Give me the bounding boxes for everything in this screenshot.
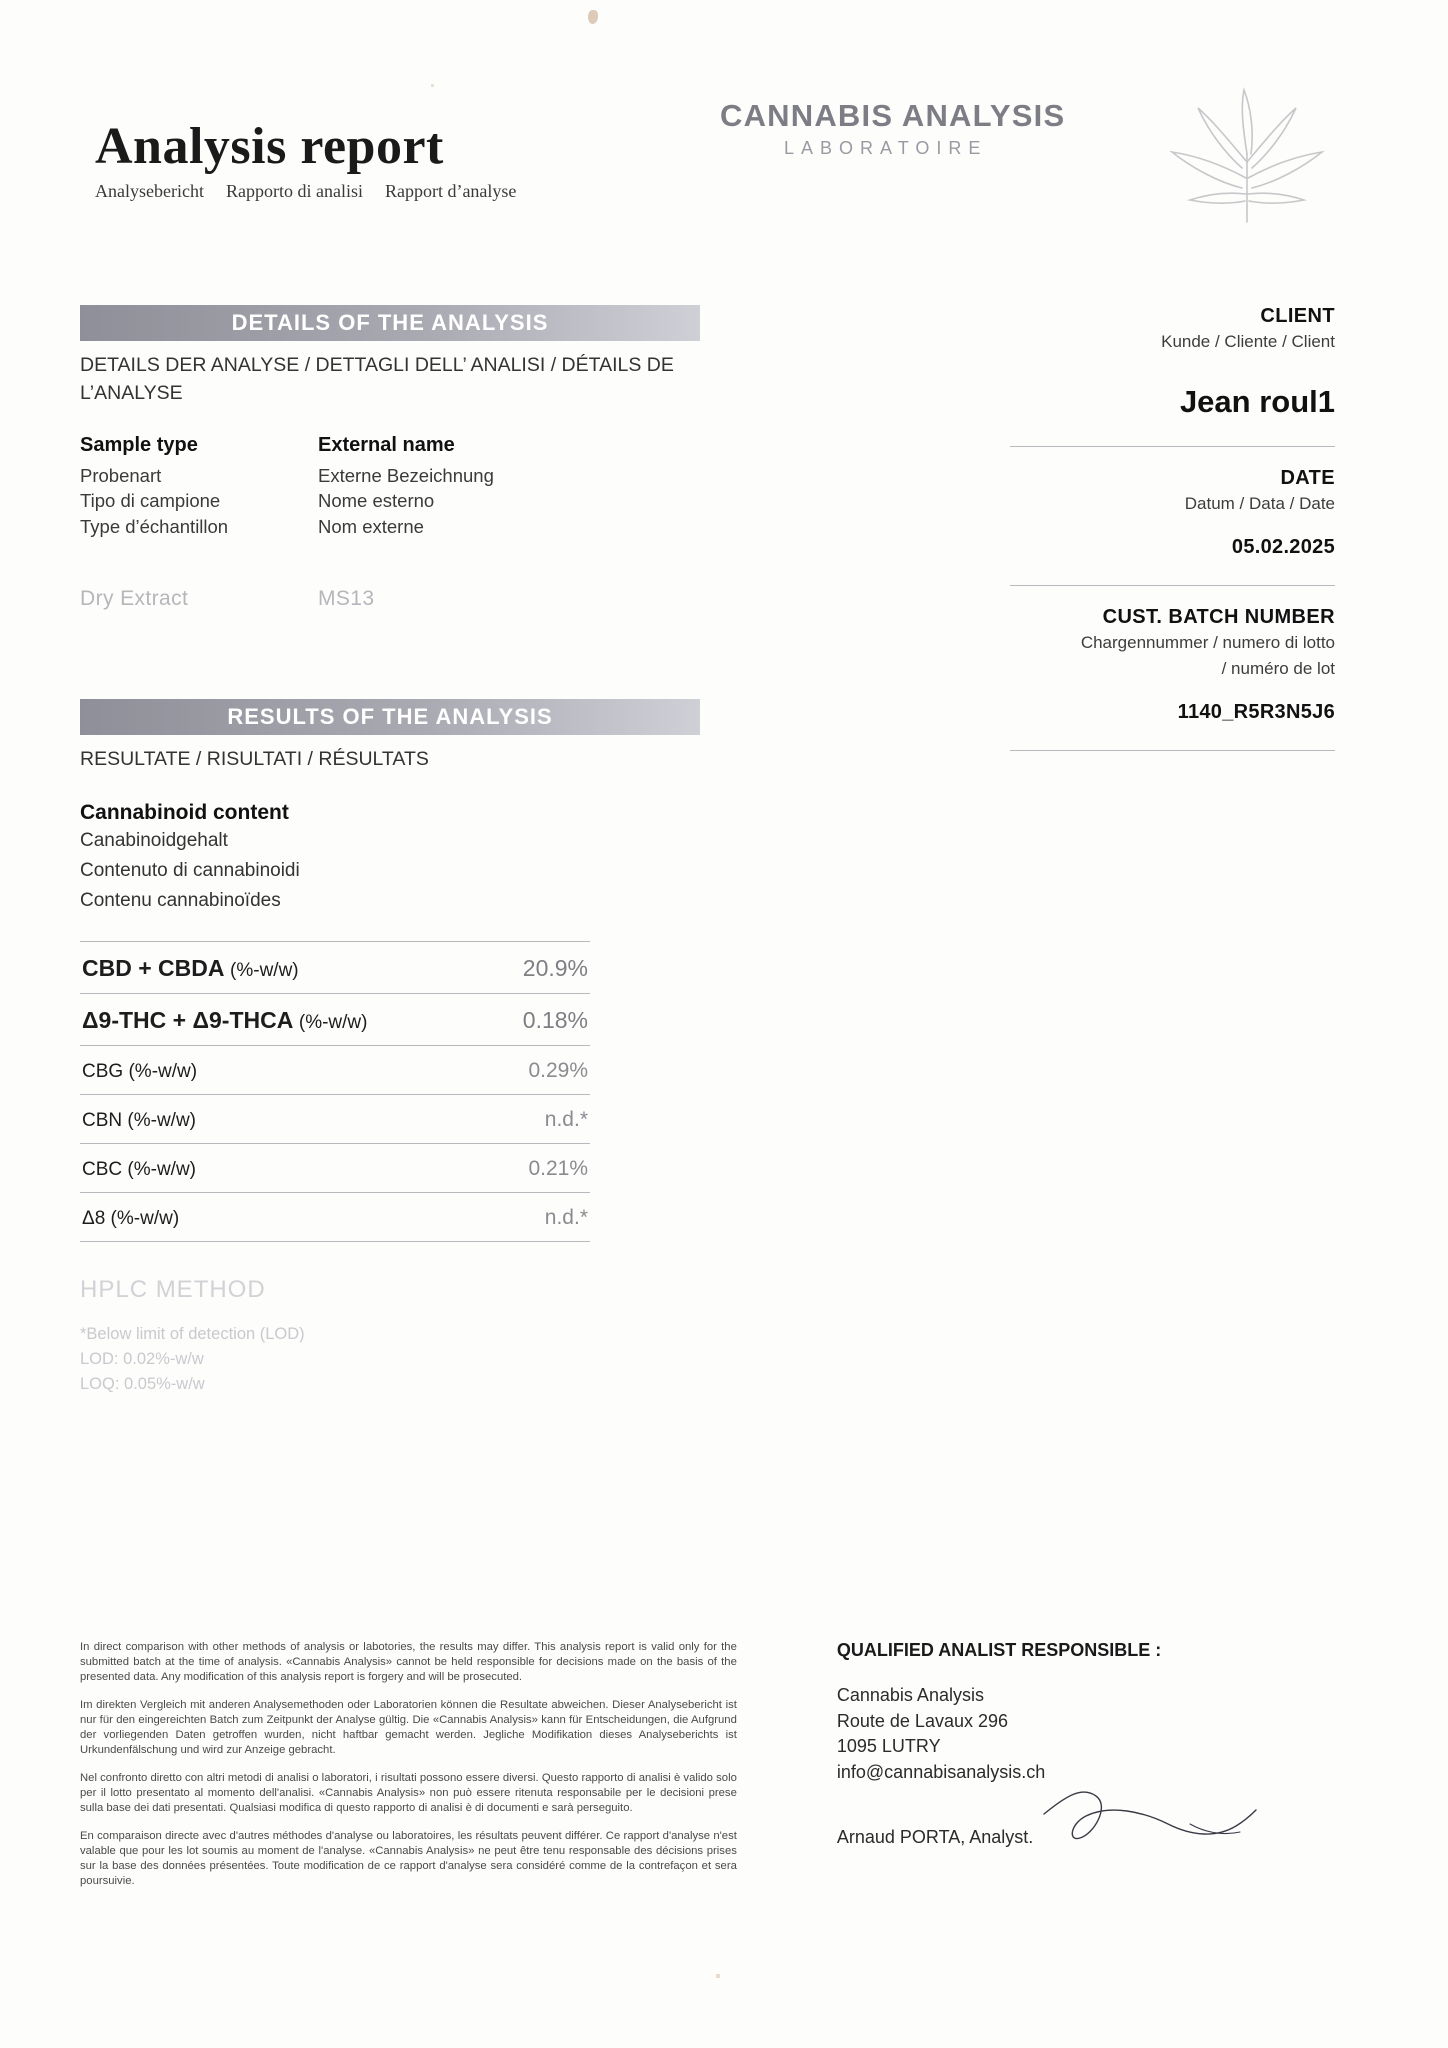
lab-name: Cannabis Analysis: [836, 1685, 984, 1705]
lab-street: Route de Lavaux 296: [836, 1710, 1009, 1731]
analyte-cell: [80, 994, 492, 1046]
results-section: [80, 699, 720, 1396]
report-footer: [80, 1640, 1370, 1902]
analyte-unit: (%-w/w): [230, 960, 299, 982]
loq-value: LOQ: 0.05%-w/w: [80, 1374, 205, 1393]
left-column: [80, 305, 720, 1397]
analyte-value: n.d.*: [492, 1193, 590, 1242]
sample-type-field: [80, 434, 318, 612]
divider: [1010, 446, 1335, 447]
client-name: Jean roul1: [1179, 383, 1335, 419]
date-label: DATE: [1280, 466, 1335, 489]
sample-type-label-it: Tipo di campione: [80, 490, 221, 512]
title-block: [95, 120, 655, 202]
analyst-signature-name: Arnaud PORTA, Analyst.: [836, 1827, 1034, 1848]
paper-speck: [716, 1974, 720, 1978]
title-translation-it: Rapporto di analisi: [225, 180, 363, 201]
method-label: HPLC METHOD: [80, 1276, 266, 1304]
details-section-title: DETAILS OF THE ANALYSIS: [231, 310, 549, 335]
results-section-subtitle: RESULTATE / RISULTATI / RÉSULTATS: [80, 748, 429, 771]
analyte-cell: [80, 1046, 492, 1095]
title-translation-fr: Rapport d’analyse: [384, 180, 517, 201]
analyte-cell: [80, 1193, 492, 1242]
batch-label-translations-2: / numéro de lot: [1221, 658, 1335, 678]
lab-city: 1095 LUTRY: [836, 1736, 941, 1757]
divider: [1010, 750, 1335, 751]
analyte-value: 0.21%: [492, 1144, 590, 1193]
lod-value: LOD: 0.02%-w/w: [80, 1350, 204, 1368]
analyte-unit: (%-w/w): [127, 1110, 197, 1132]
analyte-cell: [80, 1095, 492, 1144]
divider: [1010, 585, 1335, 586]
results-table: [80, 941, 590, 1242]
analyte-unit: (%-w/w): [128, 1061, 198, 1083]
legal-paragraph-it: Nel confronto diretto con altri metodi di analisi o laboratori, i risultati possono essere diversi. Questo rapporto di analisi è valido solo per il lotto presentato al momento dell'analisi. «Cannabis Analysis» non può essere ritenuta responsabile per le decisioni prese sulla base dei dati presentati. Qualsiasi modifica di questo rapporto di analisi è di documenti e sarà perseguito.: [80, 1772, 737, 1815]
cannabinoid-content-label-it: Contenuto di cannabinoidi: [80, 860, 300, 882]
analyte-name: CBD + CBDA: [82, 955, 224, 982]
analyte-name: CBN: [82, 1110, 123, 1132]
external-name-value: MS13: [318, 587, 375, 611]
batch-value: 1140_R5R3N5J6: [1177, 700, 1335, 723]
analyte-value: 0.29%: [492, 1046, 590, 1095]
sample-type-label-de: Probenart: [80, 464, 162, 486]
analyte-cell: [80, 942, 492, 994]
brand-block: [720, 98, 1370, 248]
table-row: [80, 994, 590, 1046]
client-label-translations: Kunde / Cliente / Client: [1161, 332, 1335, 351]
external-name-field: [318, 434, 556, 612]
title-translations: [95, 181, 655, 202]
external-name-label-fr: Nom externe: [318, 515, 424, 537]
legal-paragraph-de: Im direkten Vergleich mit anderen Analysemethoden oder Laboratorien können die Resultate abweichen. Dieser Analysebericht ist nur für den eingereichten Batch zum Zeitpunkt der Analyse gültig. Die «Cannabis Analysis» kann für Entscheidungen, die Aufgrund der vorliegenden Daten getroffen wurden, nicht haftbar gemacht werden. Jegliche Modifikation dieses Analyseberichts ist Urkundenfälschung und wird zur Anzeige gebracht.: [80, 1699, 737, 1757]
results-section-bar: [80, 699, 700, 735]
external-name-label: External name: [318, 433, 455, 456]
date-label-translations: Datum / Data / Date: [1184, 493, 1335, 513]
batch-label: CUST. BATCH NUMBER: [1102, 605, 1335, 628]
analyte-value: n.d.*: [492, 1095, 590, 1144]
external-name-label-it: Nome esterno: [318, 490, 435, 512]
cannabinoid-content-label-fr: Contenu cannabinoïdes: [80, 890, 281, 912]
legal-paragraph-en: In direct comparison with other methods of analysis or labotories, the results may differ. This analysis report is valid only for the submitted batch at the time of analysis. «Cannabis Analysis» cannot be held responsible for decisions made on the basis of the presented data. Any modification of this analysis report is forgery and will be prosecuted.: [80, 1641, 737, 1684]
paper-speck: [431, 84, 434, 87]
brand-subtitle: LABORATOIRE: [784, 138, 988, 158]
cannabinoid-content-label: Cannabinoid content: [80, 801, 289, 825]
brand-name: CANNABIS ANALYSIS: [720, 98, 1066, 133]
analyte-unit: (%-w/w): [127, 1159, 197, 1181]
results-section-title: RESULTS OF THE ANALYSIS: [227, 704, 553, 730]
details-fields: [80, 434, 720, 612]
table-row: [80, 1095, 590, 1144]
table-row: [80, 1046, 590, 1095]
analyte-name: CBG: [82, 1061, 124, 1083]
table-row: [80, 942, 590, 994]
analyte-unit: (%-w/w): [110, 1208, 180, 1230]
analyte-unit: (%-w/w): [298, 1012, 368, 1034]
sample-type-label: Sample type: [80, 433, 198, 456]
analyte-name: Δ9-THC + Δ9-THCA: [82, 1007, 293, 1034]
sample-type-label-fr: Type d’échantillon: [80, 515, 229, 537]
analyte-value: 20.9%: [492, 942, 590, 994]
title-translation-de: Analysebericht: [95, 180, 204, 201]
paper-speck: [588, 10, 598, 24]
cannabis-leaf-icon: [1152, 82, 1342, 232]
details-section-bar: [80, 305, 700, 341]
details-section-subtitle: DETAILS DER ANALYSE / DETTAGLI DELL’ ANALISI / DÉTAILS DE L’ANALYSE: [80, 354, 674, 405]
page-title: Analysis report: [95, 118, 444, 175]
lab-email: info@cannabisanalysis.ch: [836, 1761, 1046, 1782]
analyte-value: 0.18%: [492, 994, 590, 1046]
legal-disclaimer: [80, 1640, 737, 1902]
lod-note: *Below limit of detection (LOD): [80, 1325, 305, 1344]
cannabinoid-content-label-de: Canabinoidgehalt: [80, 830, 228, 852]
legal-paragraph-fr: En comparaison directe avec d'autres méthodes d'analyse ou laboratoires, les résultats peuvent différer. Ce rapport d'analyse n'est valable que pour les lot soumis au moment de l'analyse. «Cannabis Analysis» ne peut être tenu responsable des décisions prises sur la base des données présentées. Toute modification de ce rapport d'analyse sera considéré comme de la contrefaçon et sera poursuivie.: [80, 1830, 737, 1888]
table-row: [80, 1144, 590, 1193]
client-label: CLIENT: [1260, 305, 1335, 327]
date-value: 05.02.2025: [1231, 535, 1335, 558]
batch-label-translations-1: Chargennummer / numero di lotto: [1080, 632, 1335, 652]
lod-block: [80, 1322, 720, 1396]
client-panel: [1010, 305, 1335, 771]
sample-type-value: Dry Extract: [80, 587, 189, 611]
analyte-name: Δ8: [82, 1208, 106, 1230]
analyte-name: CBC: [82, 1159, 123, 1181]
analyte-cell: [80, 1144, 492, 1193]
external-name-label-de: Externe Bezeichnung: [318, 464, 494, 486]
table-row: [80, 1193, 590, 1242]
analyst-block: [737, 1640, 1370, 1902]
analyst-section-title: QUALIFIED ANALIST RESPONSIBLE :: [836, 1640, 1162, 1660]
